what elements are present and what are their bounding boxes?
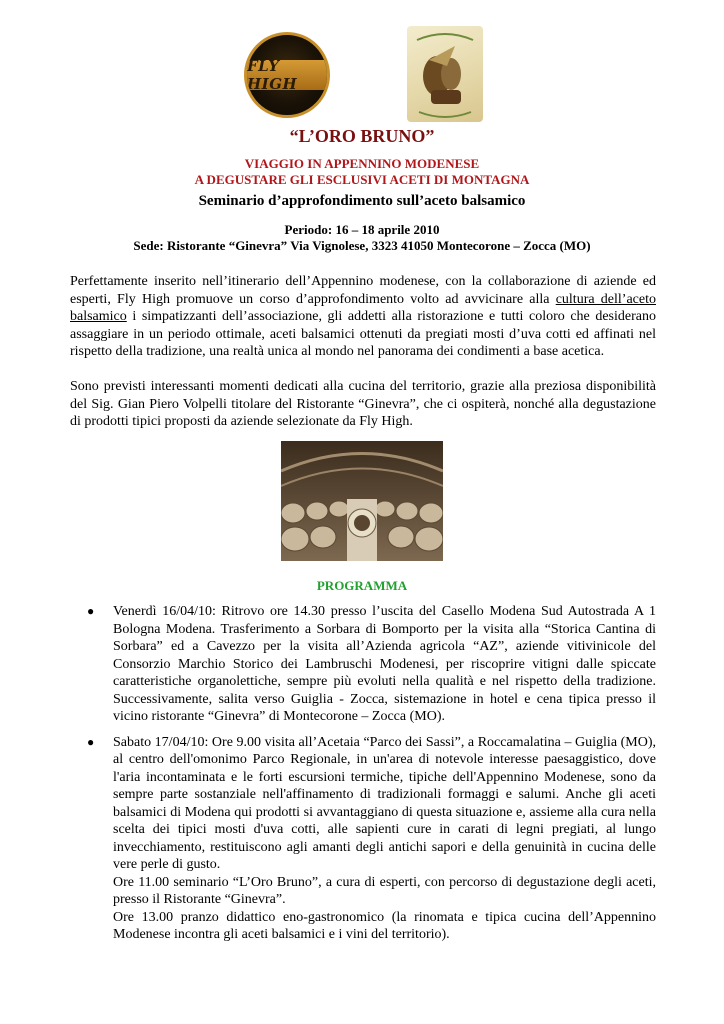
culture-link[interactable]: cultura dell’aceto balsamico <box>70 291 656 324</box>
fly-high-logo <box>244 32 330 118</box>
bullet-icon: ● <box>87 604 95 618</box>
subtitle-line-2: A DEGUSTARE GLI ESCLUSIVI ACETI DI MONTAGNA <box>194 172 530 187</box>
program-heading: PROGRAMMA <box>316 578 408 593</box>
bullet-icon: ● <box>87 734 95 749</box>
program-list <box>70 603 656 952</box>
program-item-text: Sabato 17/04/10: Ore 9.00 visita all’Acetaia “Parco dei Sassi”, a Roccamalatina – Guiglia (MO), al centro dell'omonimo Parco Regionale, in un'area di notevole interesse paesaggistico, dove l'aria incontaminata e le forti escursioni termiche, tipiche dell'Appennino Modenese, sono da sempre parte sostanziale nell'affinamento di tradizionali formaggi e salumi. Anche gli aceti balsamici di Modena qui prodotti si avvantaggiano di questa situazione e, assieme alla cura nella scelta dei tipici mosti d'uva cotti, alle sapienti cure in carati di legni pregiati, al lungo invecchiamento, restituiscono agli amanti degli antichi sapori e della genuinità in cucina delle vere perle di gusto. <box>113 734 656 872</box>
fly-high-logo-band <box>247 57 327 93</box>
subtitle-line-1: VIAGGIO IN APPENNINO MODENESE <box>244 156 480 171</box>
program-item-extra-2: Ore 13.00 pranzo didattico eno-gastronomico (la rinomata e tipica cucina dell’Appennino Modenese incontra gli aceti balsamici e i vini del territorio). <box>113 909 656 942</box>
barrel-cellar-photo <box>281 441 443 561</box>
program-item-friday <box>70 603 656 726</box>
page-title: “L’ORO BRUNO” <box>289 126 435 146</box>
program-item-extra-1: Ore 11.00 seminario “L’Oro Bruno”, a cura di esperti, con percorso di degustazione degli aceti, presso il Ristorante “Ginevra”. <box>113 874 656 907</box>
venue-line: Sede: Ristorante “Ginevra” Via Vignolese, 3323 41050 Montecorone – Zocca (MO) <box>133 238 591 253</box>
period-line: Periodo: 16 – 18 aprile 2010 <box>284 222 440 237</box>
seminar-heading: Seminario d’approfondimento sull’aceto balsamico <box>198 193 526 209</box>
fly-high-logo-text: FLY HIGH <box>247 57 298 93</box>
acetaia-logo <box>407 26 483 122</box>
acetaia-logo-art <box>407 26 483 122</box>
intro-paragraph-1-end: i simpatizzanti dell’associazione, gli addetti alla ristorazione e tutti coloro che desiderano assaggiare in un periodo ottimale, aceti balsamici ottenuti da pregiati mosti d’uva cotti ed affinati nel rispetto della tradizione, una realtà unica al mondo nel panorama dei condimenti a base acetica. <box>70 309 656 359</box>
intro-paragraph-1 <box>70 273 656 361</box>
intro-paragraph-2: Sono previsti interessanti momenti dedicati alla cucina del territorio, grazie alla preziosa disponibilità del Sig. Gian Piero Volpelli titolare del Ristorante “Ginevra”, che ci ospiterà, nonché alla degustazione di prodotti tipici proposti da aziende selezionate da Fly High. <box>70 379 656 429</box>
program-item-saturday <box>70 734 656 944</box>
intro-paragraph-1-start: Perfettamente inserito nell’itinerario dell’Appennino modenese, con la collaborazione di aziende ed esperti, Fly High promuove un corso d’approfondimento volto ad avvicinare alla <box>70 274 656 307</box>
program-item-text: Venerdì 16/04/10: Ritrovo ore 14.30 presso l’uscita del Casello Modena Sud Autostrada A 1 Bologna Modena. Trasferimento a Sorbara di Bomporto per la visita alla “Storica Cantina di Sorbara” ed a Cavezzo per la visita all’Azienda agricola “AZ”, aziende vitivinicole del Consorzio Marchio Storico dei Lambruschi Modenesi, per riscoprire vitigni dalle spiccate caratteristiche organolettiche, sempre più evoluti nella qualità e nel rispetto della tradizione. Successivamente, salita verso Guiglia - Zocca, sistemazione in hotel e cena tipica presso il vicino ristorante “Ginevra” di Montecorone – Zocca (MO). <box>113 604 656 724</box>
barrel-cellar-illustration <box>281 441 443 561</box>
